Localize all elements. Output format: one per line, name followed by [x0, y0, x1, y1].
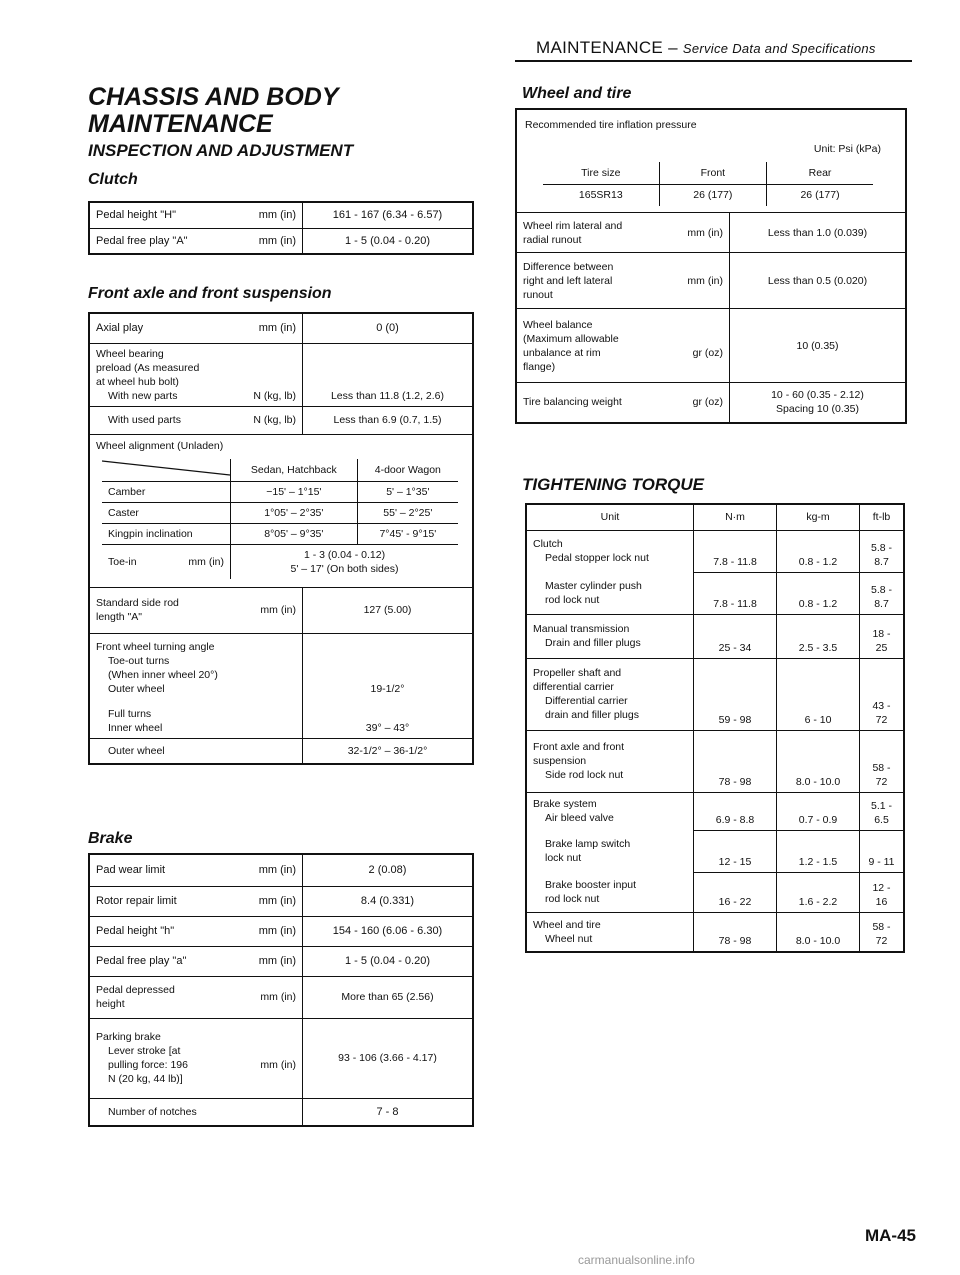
table-row [89, 916, 473, 946]
spec-value: 1 - 3 (0.04 - 0.12) [303, 548, 386, 561]
spec-value: Less than 0.5 (0.020) [730, 253, 907, 309]
torque-value-kgm: 6 - 10 [777, 658, 860, 730]
spec-value: Less than 6.9 (0.7, 1.5) [303, 406, 474, 434]
torque-item-line: drain and filler plugs [545, 709, 639, 721]
alignment-title: Wheel alignment (Unladen) [96, 439, 224, 452]
spec-label: flange) [523, 360, 556, 373]
spec-unit: N (kg, lb) [253, 389, 296, 402]
spec-value: 55' – 2°25' [357, 502, 458, 523]
spec-label: Pedal height "H" [96, 209, 176, 222]
torque-item-line: Differential carrier [545, 695, 628, 707]
header-rule [515, 60, 912, 62]
table-row [102, 523, 458, 544]
spec-unit: mm (in) [258, 895, 296, 907]
torque-item [526, 872, 694, 912]
spec-value: −15' – 1°15' [231, 481, 358, 502]
clutch-heading: Clutch [88, 171, 138, 188]
torque-item-line: Side rod lock nut [545, 769, 624, 781]
torque-item [526, 792, 694, 830]
clutch-table [88, 201, 474, 255]
spec-label: Inner wheel [108, 721, 163, 734]
torque-item [526, 830, 694, 872]
column-header: Sedan, Hatchback [231, 459, 358, 482]
table-row [516, 213, 906, 253]
table-row [89, 633, 473, 699]
spec-label: (When inner wheel 20°) [108, 668, 218, 681]
watermark: carmanualsonline.info [578, 1253, 695, 1267]
spec-label: Pedal free play "A" [96, 234, 188, 247]
spec-label: N (20 kg, 44 lb)] [108, 1073, 183, 1085]
spec-unit: mm (in) [687, 226, 723, 239]
spec-label: Parking brake [96, 1031, 161, 1043]
torque-item-line: rod lock nut [545, 892, 600, 905]
torque-item-line: lock nut [545, 852, 582, 864]
table-row [526, 658, 904, 730]
column-header: 4-door Wagon [357, 459, 458, 482]
torque-value-nm: 59 - 98 [694, 658, 777, 730]
torque-value-nm: 16 - 22 [694, 872, 777, 912]
table-row [89, 406, 473, 434]
spec-label: length "A" [96, 611, 142, 623]
spec-label: height [96, 998, 125, 1010]
table-row [526, 504, 904, 530]
spec-label: unbalance at rim [523, 346, 601, 359]
spec-value: 154 - 160 (6.06 - 6.30) [303, 916, 474, 946]
torque-item [526, 658, 694, 730]
torque-item-line: Pedal stopper lock nut [545, 552, 649, 565]
spec-unit: mm (in) [188, 555, 224, 568]
spec-value: 1°05' – 2°35' [231, 502, 358, 523]
column-header: Rear [767, 162, 873, 184]
spec-label: Outer wheel [108, 682, 165, 695]
spec-value: 39° – 43° [303, 699, 474, 739]
header-dash: – [663, 38, 683, 57]
spec-unit: mm (in) [687, 274, 723, 287]
spec-label: preload (As measured [96, 361, 200, 374]
wheel-heading: Wheel and tire [522, 85, 632, 102]
column-header: Tire size [543, 162, 659, 184]
spec-label: With new parts [108, 389, 178, 402]
table-row [526, 730, 904, 792]
torque-item-line: rod lock nut [545, 593, 600, 606]
table-row [89, 434, 473, 587]
table-row [89, 886, 473, 916]
spec-unit: mm (in) [258, 864, 296, 877]
torque-item-line: Wheel nut [545, 932, 593, 945]
spec-value: Less than 11.8 (1.2, 2.6) [303, 343, 474, 406]
spec-value: 1 - 5 (0.04 - 0.20) [303, 228, 474, 254]
spec-label: Difference between [523, 260, 614, 273]
spec-value: 8.4 (0.331) [303, 886, 474, 916]
torque-item-line: Manual transmission [533, 623, 630, 635]
spec-value: Less than 1.0 (0.039) [730, 213, 907, 253]
torque-value-ftlb: 12 - 16 [860, 872, 905, 912]
diagonal-cell [102, 459, 231, 482]
table-row [102, 459, 458, 482]
table-row [89, 738, 473, 764]
spec-label: Pad wear limit [96, 864, 166, 877]
table-row [526, 792, 904, 830]
table-row [89, 699, 473, 739]
spec-unit: mm (in) [258, 925, 296, 937]
spec-label: With used parts [108, 414, 181, 426]
spec-label: Tire balancing weight [523, 396, 622, 409]
table-row [526, 530, 904, 572]
spec-unit: mm (in) [258, 955, 296, 967]
spec-label: runout [523, 288, 553, 301]
torque-item-line: Drain and filler plugs [545, 637, 641, 649]
table-row [102, 502, 458, 523]
torque-item-line: suspension [533, 755, 587, 767]
torque-item-line: Master cylinder push [545, 579, 642, 592]
spec-value: 127 (5.00) [303, 587, 474, 633]
table-row [89, 313, 473, 343]
header-subtitle: Service Data and Specifications [682, 41, 876, 56]
spec-value: 1 - 5 (0.04 - 0.20) [303, 946, 474, 976]
table-row [89, 854, 473, 886]
spec-value: 26 (177) [659, 184, 766, 206]
torque-value-ftlb: 5.8 - 8.7 [860, 530, 905, 572]
section-title [88, 84, 339, 138]
torque-item-line: Clutch [533, 538, 563, 551]
spec-value: 10 (0.35) [730, 309, 907, 383]
torque-value-kgm: 1.6 - 2.2 [777, 872, 860, 912]
table-row [526, 912, 904, 952]
spec-value: 32-1/2° – 36-1/2° [303, 738, 474, 764]
column-header: kg-m [777, 504, 860, 530]
spec-label: at wheel hub bolt) [96, 375, 179, 388]
diagonal-line [102, 459, 230, 477]
inflation-caption: Recommended tire inflation pressure [525, 119, 697, 131]
torque-value-nm: 12 - 15 [694, 830, 777, 872]
spec-value: 5' – 17' (On both sides) [290, 562, 399, 575]
torque-value-ftlb: 18 - 25 [860, 614, 905, 658]
spec-label: (Maximum allowable [523, 332, 619, 345]
torque-value-kgm: 2.5 - 3.5 [777, 614, 860, 658]
page-number: MA-45 [864, 1226, 916, 1245]
table-row [516, 309, 906, 383]
spec-label: Front wheel turning angle [96, 640, 215, 653]
table-row [89, 976, 473, 1018]
torque-value-kgm: 0.8 - 1.2 [777, 572, 860, 614]
running-header [536, 38, 876, 58]
table-row [526, 830, 904, 872]
torque-value-ftlb: 5.8 - 8.7 [860, 572, 905, 614]
section-title-line2: MAINTENANCE [88, 110, 273, 138]
torque-value-ftlb: 58 - 72 [860, 912, 905, 952]
table-row [89, 202, 473, 228]
wheel-table [515, 108, 907, 424]
alignment-table [102, 459, 458, 579]
torque-item-line: differential carrier [533, 681, 614, 693]
spec-label: Pedal height "h" [96, 925, 175, 937]
spec-value: 7°45' - 9°15' [357, 523, 458, 544]
spec-unit: mm (in) [258, 209, 296, 222]
spec-label: Camber [102, 481, 231, 502]
torque-value-nm: 7.8 - 11.8 [694, 572, 777, 614]
spec-label: Lever stroke [at [108, 1045, 181, 1057]
spec-value: More than 65 (2.56) [303, 976, 474, 1018]
table-row [516, 253, 906, 309]
spec-unit: gr (oz) [692, 346, 723, 359]
torque-value-nm: 25 - 34 [694, 614, 777, 658]
spec-value: 10 - 60 (0.35 - 2.12) [771, 389, 864, 402]
spec-label: Standard side rod [96, 597, 179, 609]
spec-label: Toe-out turns [108, 654, 170, 667]
table-row [89, 1018, 473, 1098]
spec-label: Outer wheel [108, 744, 165, 757]
column-header: Front [659, 162, 766, 184]
spec-value: 5' – 1°35' [357, 481, 458, 502]
table-row [89, 228, 473, 254]
torque-value-kgm: 8.0 - 10.0 [777, 730, 860, 792]
spec-label: Caster [102, 502, 231, 523]
table-row [89, 587, 473, 633]
brake-heading: Brake [88, 830, 133, 847]
torque-item [526, 614, 694, 658]
torque-value-nm: 78 - 98 [694, 730, 777, 792]
table-row [102, 481, 458, 502]
torque-item [526, 912, 694, 952]
spec-label: Toe-in [108, 555, 137, 568]
spec-label: pulling force: 196 [108, 1059, 188, 1071]
torque-value-kgm: 8.0 - 10.0 [777, 912, 860, 952]
torque-item-line: Brake lamp switch [545, 838, 631, 850]
spec-value: 2 (0.08) [303, 854, 474, 886]
spec-value: Spacing 10 (0.35) [776, 403, 859, 416]
table-row [543, 184, 873, 206]
torque-heading: TIGHTENING TORQUE [522, 475, 704, 494]
spec-value: 165SR13 [543, 184, 659, 206]
table-row [543, 162, 873, 184]
spec-label: Wheel balance [523, 318, 593, 331]
spec-unit: mm (in) [260, 991, 296, 1003]
table-row [516, 383, 906, 423]
spec-label: Rotor repair limit [96, 895, 177, 907]
spec-label: Wheel rim lateral and [523, 219, 623, 232]
torque-value-kgm: 1.2 - 1.5 [777, 830, 860, 872]
spec-value: 0 (0) [303, 313, 474, 343]
column-header: Unit [526, 504, 694, 530]
spec-label: right and left lateral [523, 274, 613, 287]
torque-item-line: Brake booster input [545, 878, 637, 891]
spec-unit: mm (in) [258, 322, 296, 335]
inflation-table [543, 162, 873, 206]
table-row [516, 109, 906, 213]
spec-value: 26 (177) [767, 184, 873, 206]
table-row [526, 572, 904, 614]
spec-unit: mm (in) [258, 234, 296, 247]
front-axle-table [88, 312, 474, 765]
torque-item [526, 572, 694, 614]
torque-value-nm: 7.8 - 11.8 [694, 530, 777, 572]
torque-table [525, 503, 905, 953]
spec-unit: gr (oz) [692, 396, 723, 409]
torque-item-line: Wheel and tire [533, 918, 601, 931]
column-header: N·m [694, 504, 777, 530]
torque-value-kgm: 0.7 - 0.9 [777, 792, 860, 830]
spec-value: 8°05' – 9°35' [231, 523, 358, 544]
torque-item-line: Air bleed valve [545, 812, 614, 825]
table-row [526, 872, 904, 912]
torque-item [526, 530, 694, 572]
spec-unit: mm (in) [260, 604, 296, 616]
spec-unit: mm (in) [260, 1059, 296, 1071]
torque-item-line: Brake system [533, 798, 597, 811]
spec-label: radial runout [523, 233, 582, 246]
section-title-line1: CHASSIS AND BODY [88, 83, 339, 111]
spec-label: Axial play [96, 322, 144, 335]
torque-value-ftlb: 5.1 - 6.5 [860, 792, 905, 830]
spec-value: 161 - 167 (6.34 - 6.57) [303, 202, 474, 228]
table-row [89, 946, 473, 976]
spec-value: 93 - 106 (3.66 - 4.17) [303, 1018, 474, 1098]
table-row [526, 614, 904, 658]
spec-unit: N (kg, lb) [253, 414, 296, 426]
torque-value-nm: 6.9 - 8.8 [694, 792, 777, 830]
spec-label: Full turns [108, 707, 152, 720]
torque-value-nm: 78 - 98 [694, 912, 777, 952]
spec-label: Pedal depressed [96, 984, 175, 996]
table-row [102, 544, 458, 579]
table-row [89, 343, 473, 406]
spec-label: Kingpin inclination [102, 523, 231, 544]
spec-label: Number of notches [108, 1105, 197, 1118]
header-title: MAINTENANCE [536, 38, 664, 57]
subsection-title: INSPECTION AND ADJUSTMENT [88, 141, 354, 160]
table-row [89, 1098, 473, 1126]
torque-item-line: Front axle and front [533, 741, 625, 753]
inflation-unit: Unit: Psi (kPa) [813, 143, 881, 155]
spec-label: Pedal free play "a" [96, 955, 187, 967]
spec-label: Wheel bearing [96, 347, 164, 360]
torque-item-line: Propeller shaft and [533, 667, 622, 679]
brake-table [88, 853, 474, 1127]
torque-item [526, 730, 694, 792]
torque-value-kgm: 0.8 - 1.2 [777, 530, 860, 572]
front-axle-heading: Front axle and front suspension [88, 285, 332, 302]
spec-value: 7 - 8 [303, 1098, 474, 1126]
column-header: ft-lb [860, 504, 905, 530]
torque-value-ftlb: 58 - 72 [860, 730, 905, 792]
torque-value-ftlb: 43 - 72 [860, 658, 905, 730]
torque-value-ftlb: 9 - 11 [860, 830, 905, 872]
spec-value: 19-1/2° [303, 633, 474, 699]
